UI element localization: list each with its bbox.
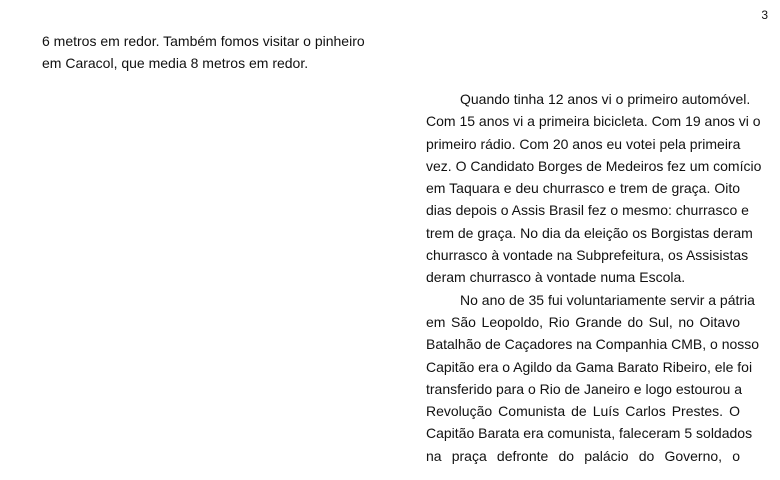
text-line: Revolução Comunista de Luís Carlos Prestes. O <box>426 403 740 420</box>
text-line: em Taquara e deu churrasco e trem de graça. Oito <box>426 180 740 197</box>
left-column-text <box>42 30 365 74</box>
text-line: No ano de 35 fui voluntariamente servir a pátria <box>460 291 755 308</box>
text-line: Capitão Barata era comunista, faleceram 5 soldados <box>426 425 753 442</box>
text-line: em São Leopoldo, Rio Grande do Sul, no Oitavo <box>426 313 740 330</box>
text-line: churrasco à vontade na Subprefeitura, os Assisistas <box>426 247 749 264</box>
text-line: Batalhão de Caçadores na Companhia CMB, o nosso <box>426 336 760 353</box>
paragraph-1 <box>426 88 762 289</box>
text-line: na praça defronte do palácio do Governo, o <box>426 447 740 464</box>
text-line: em Caracol, que media 8 metros em redor. <box>42 55 309 71</box>
text-line: Quando tinha 12 anos vi o primeiro automóvel. <box>460 91 751 107</box>
text-line: transferido para o Rio de Janeiro e logo estourou a <box>426 380 742 397</box>
text-line: primeiro rádio. Com 20 anos eu votei pela primeira <box>426 135 741 152</box>
text-line: vez. O Candidato Borges de Medeiros fez um comício <box>426 157 762 174</box>
text-line: Capitão era o Agildo da Gama Barato Ribeiro, ele foi <box>426 358 753 375</box>
right-column-text <box>426 88 762 467</box>
text-line: trem de graça. No dia da eleição os Borgistas deram <box>426 224 753 241</box>
paragraph-2 <box>426 289 760 467</box>
page-number: 3 <box>761 8 768 22</box>
text-line: 6 metros em redor. Também fomos visitar o pinheiro <box>42 33 365 49</box>
text-line: Com 15 anos vi a primeira bicicleta. Com 19 anos vi o <box>426 113 761 130</box>
text-line: deram churrasco à vontade numa Escola. <box>426 269 686 286</box>
text-line: dias depois o Assis Brasil fez o mesmo: churrasco e <box>426 202 749 219</box>
